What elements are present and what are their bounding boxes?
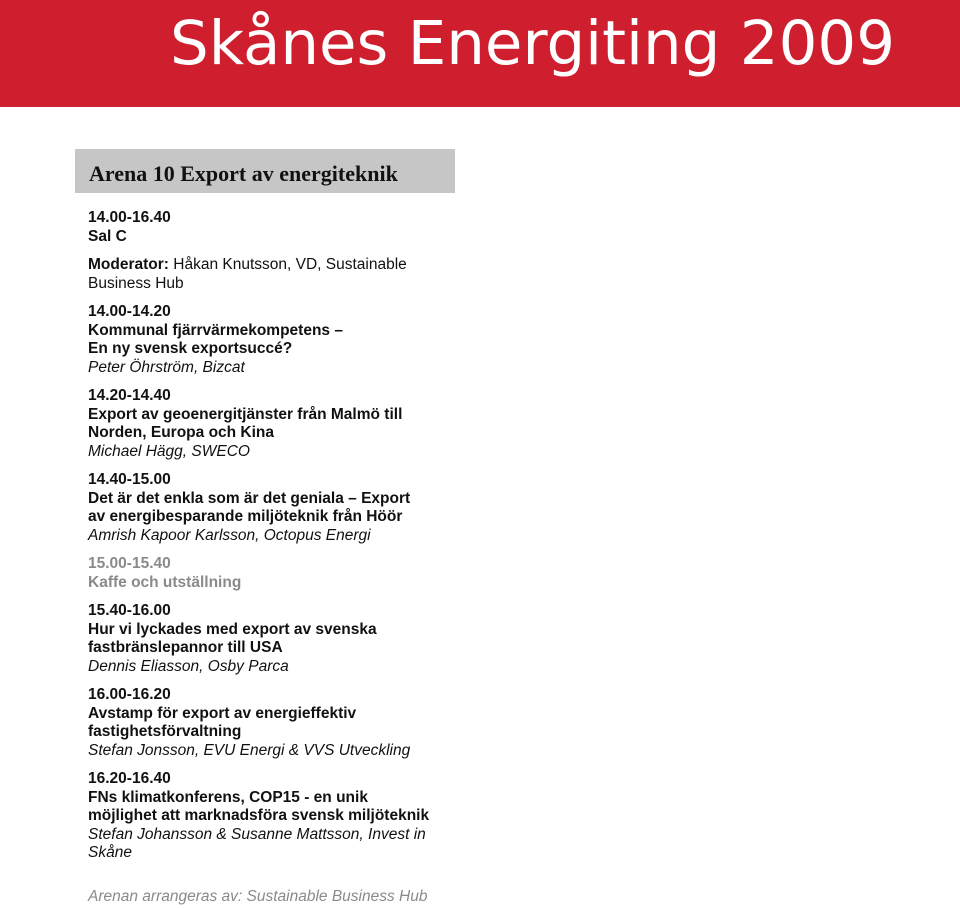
footer-note: Arenan arrangeras av: Sustainable Business Hub [88, 888, 428, 905]
spacer [88, 377, 468, 387]
spacer [88, 246, 468, 256]
program-item-title: Norden, Europa och Kina [88, 424, 275, 441]
program-item [88, 770, 468, 863]
program-item [88, 602, 468, 676]
session-room: Sal C [88, 227, 127, 245]
spacer [88, 461, 468, 471]
spacer [88, 545, 468, 555]
program-item-time: 16.20-16.40 [88, 770, 171, 787]
program-item-time: 14.40-15.00 [88, 471, 171, 488]
program-item-title: fastighetsförvaltning [88, 723, 242, 740]
program-item-title: Kommunal fjärrvärmekompetens – [88, 321, 343, 339]
moderator-name: Håkan Knutsson, VD, Sustainable [168, 256, 407, 273]
program-item-time: 15.00-15.40 [88, 555, 171, 572]
session-time: 14.00-16.40 [88, 209, 171, 226]
spacer [88, 293, 468, 303]
program-item-speaker: Stefan Johansson & Susanne Mattsson, Invest in [88, 825, 426, 843]
program-item-title: Kaffe och utställning [88, 573, 242, 591]
program-item-speaker: Stefan Jonsson, EVU Energi & VVS Utveckling [88, 741, 411, 759]
program-item-time: 15.40-16.00 [88, 602, 171, 619]
program-item-speaker: Peter Öhrström, Bizcat [88, 358, 245, 376]
program-item-speaker: Amrish Kapoor Karlsson, Octopus Energi [88, 526, 371, 544]
program-item-time: 14.00-14.20 [88, 303, 171, 320]
spacer [88, 592, 468, 602]
program-item-title: Hur vi lyckades med export av svenska [88, 620, 377, 638]
program-item-speaker: Michael Hägg, SWECO [88, 442, 250, 460]
program-item [88, 387, 468, 461]
program-item [88, 686, 468, 760]
program-item [88, 471, 468, 545]
moderator-label: Moderator: [88, 256, 169, 273]
program-content [88, 209, 468, 863]
program-list [88, 293, 468, 863]
program-item-time: 14.20-14.40 [88, 387, 171, 404]
program-item-title: av energibesparande miljöteknik från Höör [88, 508, 403, 525]
moderator-org: Business Hub [88, 274, 184, 292]
program-item [88, 555, 468, 592]
program-item-title: FNs klimatkonferens, COP15 - en unik [88, 788, 368, 806]
program-item-title: Avstamp för export av energieffektiv [88, 704, 357, 722]
moderator-line [88, 256, 468, 275]
program-item-speaker: Skåne [88, 844, 132, 861]
spacer [88, 676, 468, 686]
program-item-speaker: Dennis Eliasson, Osby Parca [88, 657, 289, 675]
program-item-title: Export av geoenergitjänster från Malmö till [88, 405, 403, 423]
arena-title: Arena 10 Export av energiteknik [89, 161, 398, 186]
program-item-title: fastbränslepannor till USA [88, 639, 283, 656]
event-title: Skånes Energiting 2009 [170, 8, 896, 79]
header-banner [0, 0, 960, 107]
program-item-title: Det är det enkla som är det geniala – Export [88, 489, 411, 507]
spacer [88, 760, 468, 770]
program-item-title: möjlighet att marknadsföra svensk miljöteknik [88, 807, 430, 824]
program-item-title: En ny svensk exportsuccé? [88, 340, 293, 357]
arena-heading-box [75, 149, 455, 193]
program-item-time: 16.00-16.20 [88, 686, 171, 703]
program-item [88, 303, 468, 377]
